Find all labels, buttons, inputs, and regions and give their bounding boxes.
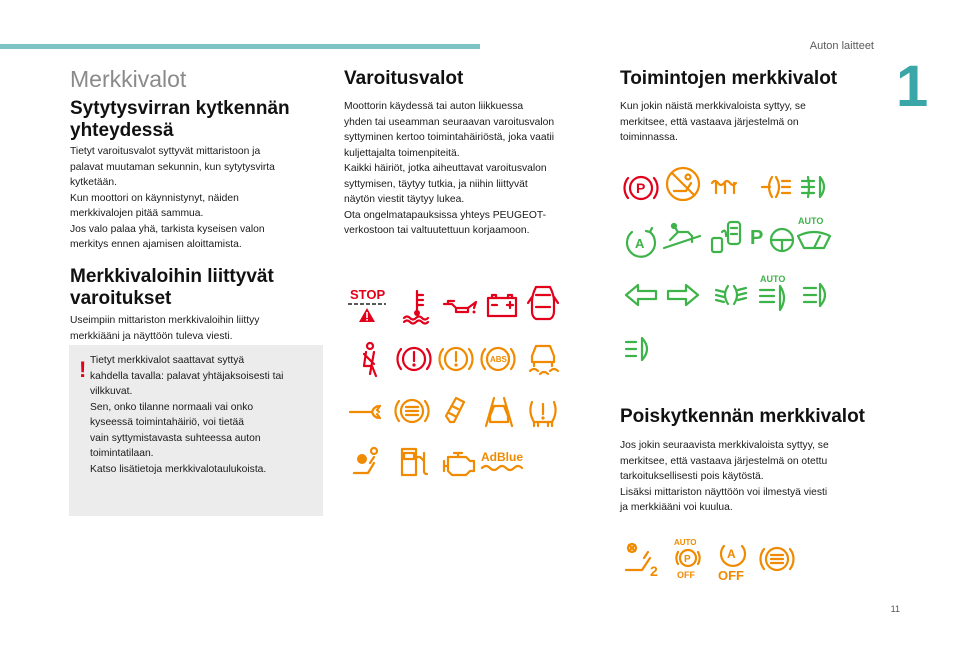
engine-check-icon: [438, 443, 476, 481]
deactivation-lights-text: [620, 438, 875, 516]
off-label: OFF: [677, 570, 695, 580]
text-line: Kun moottori on käynnistynyt, näiden: [70, 192, 239, 204]
seat-belt-icon: [352, 340, 390, 378]
a-label: A: [635, 236, 645, 251]
off-label-2: OFF: [718, 568, 744, 582]
parking-brake-icon: [395, 340, 433, 378]
auto-headlamp-icon: [756, 272, 796, 314]
text-line: syttymisen, täytyy tutkia, ja niihin liittyvät: [344, 178, 528, 190]
text-line: Ota ongelmatapauksissa yhteys PEUGEOT-: [344, 209, 547, 221]
text-line: Lisäksi mittariston näyttöön voi ilmestyä viesti: [620, 486, 828, 498]
text-line: kytketään.: [70, 177, 117, 188]
adblue-label: AdBlue: [481, 450, 523, 464]
text-line: tarkoituksellisesti pois käytöstä.: [620, 471, 764, 482]
main-beam-icon: [800, 276, 838, 314]
function-lights-heading: Toimintojen merkkivalot: [620, 68, 838, 89]
function-lights-text: [620, 99, 875, 146]
warning-mark-icon: !: [79, 357, 87, 382]
section-title: Auton laitteet: [809, 40, 874, 52]
p-off-label: P: [684, 554, 691, 565]
text-line: kyseessä toimintahäiriö, voi tietää: [90, 417, 244, 428]
text-line: Katso lisätietoja merkkivalotaulukoista.: [90, 463, 267, 475]
warnings-text: [70, 313, 320, 344]
text-line: toiminnassa.: [620, 132, 678, 143]
door-open-icon: [524, 283, 562, 321]
p-label: P: [636, 180, 646, 196]
speed-limiter-icon: [660, 218, 704, 256]
text-line: Moottorin käydessä tai auton liikkuessa: [344, 101, 524, 112]
left-indicator-icon: [622, 276, 660, 314]
text-line: Tietyt varoitusvalot syttyvät mittaristoon ja: [70, 146, 261, 157]
text-line: ja merkkiääni voi kuulua.: [620, 502, 733, 513]
page-title: Merkkivalot: [70, 66, 187, 92]
auto-wipers-icon: [794, 214, 834, 256]
front-fog-light-icon: [798, 169, 836, 207]
text-line: Kun jokin näistä merkkivaloista syttyy, se: [620, 101, 806, 112]
service-wrench-icon: [346, 392, 384, 430]
parking-assist-icon: [622, 169, 660, 207]
text-line: merkitsee, että vastaava järjestelmä on: [620, 116, 799, 128]
stability-off-icon: [622, 540, 664, 580]
text-line: Sen, onko tilanne normaali vai onko: [90, 401, 254, 413]
text-line: kuljettajalta toimenpiteitä.: [344, 147, 460, 159]
text-line: verkostoon tai valtuutettuun korjaamoon.: [344, 225, 530, 236]
warnings-heading: Merkkivaloihin liittyvät varoitukset: [70, 266, 274, 309]
parking-sensors-off-icon: [670, 536, 706, 582]
text-line: Useimpiin mittariston merkkivaloihin liittyy: [70, 315, 260, 326]
sidelights-icon: [622, 330, 660, 368]
dipped-beam-icon: [712, 276, 750, 314]
airbag-icon: [348, 443, 386, 481]
parking-sensors-active-icon: [748, 218, 798, 256]
info-note: [69, 345, 323, 516]
start-stop-icon: [622, 222, 660, 260]
auto-label: AUTO: [798, 216, 824, 226]
note-text: [90, 353, 320, 477]
text-line: Kaikki häiriöt, jotka aiheuttavat varoitusvalon: [344, 163, 547, 174]
text-line: toimintatilaan.: [90, 448, 154, 459]
glow-plugs-icon: [706, 169, 744, 207]
text-line: vilkkuvat.: [90, 386, 133, 397]
page-number: 11: [890, 604, 900, 614]
ignition-text: [70, 144, 320, 253]
a-off-label: A: [727, 547, 736, 561]
text-line: näytön viestit täytyy lukea.: [344, 194, 465, 205]
text-line: vain syttymistavasta suhteessa auton: [90, 432, 261, 444]
ignition-heading: Sytytysvirran kytkennän yhteydessä: [70, 98, 290, 141]
warning-lights-text: [344, 99, 594, 239]
stop-warning-icon: [344, 286, 390, 326]
stop-label: STOP: [350, 287, 386, 302]
auto-label-2: AUTO: [760, 274, 786, 284]
warning-lights-heading: Varoitusvalot: [344, 68, 464, 89]
rear-fog-light-icon: [756, 169, 794, 207]
auto-off-label: AUTO: [674, 538, 697, 547]
text-line: Jos jokin seuraavista merkkivaloista syttyy, se: [620, 440, 829, 451]
stability-control-icon: [524, 340, 562, 378]
right-indicator-icon: [664, 276, 702, 314]
start-stop-off-icon: [714, 538, 752, 582]
coolant-temperature-icon: [398, 287, 436, 325]
fuel-level-icon: [394, 443, 432, 481]
header-accent-bar: [0, 44, 480, 49]
deactivation-lights-heading: Poiskytkennän merkkivalot: [620, 406, 865, 427]
text-line: yhden tai useamman seuraavan varoitusvalon: [344, 116, 555, 128]
brake-pad-wear-icon: [393, 392, 431, 430]
adblue-icon: [478, 446, 524, 478]
car-slope-icon: [438, 392, 476, 430]
text-line: kahdella tavalla: palavat yhtäjaksoisesti tai: [90, 370, 284, 382]
text-line: Jos valo palaa yhä, tarkista kyseisen valon: [70, 223, 265, 235]
tyre-pressure-icon: [524, 392, 562, 430]
lane-departure-icon: [480, 392, 518, 430]
text-line: merkkivalojen pitää sammua.: [70, 208, 204, 219]
text-line: merkitsee, että vastaava järjestelmä on otettu: [620, 455, 828, 467]
oil-pressure-icon: [440, 287, 478, 325]
active-braking-off-icon: [758, 540, 796, 578]
text-line: Tietyt merkkivalot saattavat syttyä: [90, 355, 245, 366]
keyless-entry-icon: [706, 218, 744, 256]
p-label-2: P: [750, 227, 764, 249]
abs-icon: [479, 340, 517, 378]
battery-icon: [482, 287, 520, 325]
text-line: merkkiääni ja näyttöön tuleva viesti.: [70, 330, 233, 342]
text-line: merkitys ennen ajamisen aloittamista.: [70, 239, 242, 250]
passenger-airbag-off-icon: [664, 165, 702, 203]
text-line: syttyminen kertoo toimintahäiriöstä, joka vaatii: [344, 132, 555, 143]
two-label: 2: [650, 563, 658, 579]
text-line: palavat muutaman sekunnin, kun sytytysvirta: [70, 161, 275, 173]
braking-system-icon: [437, 340, 475, 378]
chapter-number: 1: [896, 54, 929, 119]
abs-label: ABS: [490, 355, 507, 364]
